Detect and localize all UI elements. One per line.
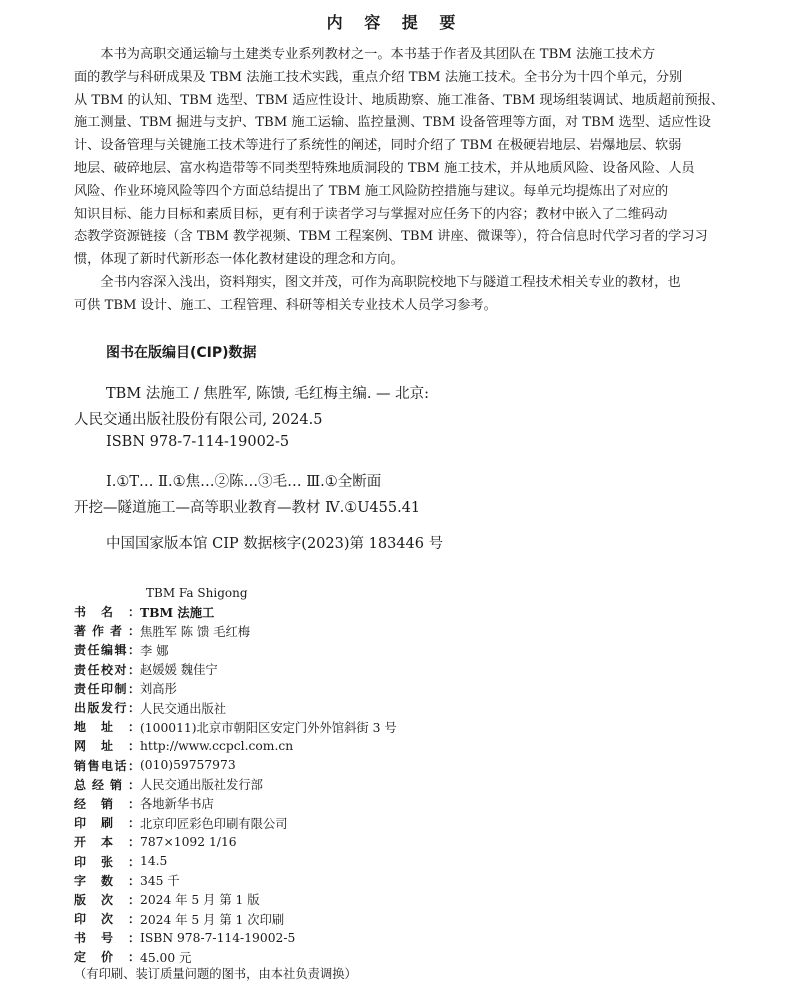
colophon-note: （有印刷、装订质量问题的图书，由本社负责调换） bbox=[74, 967, 357, 981]
colophon-row bbox=[74, 717, 714, 736]
colophon-value: 各地新华书店 bbox=[140, 797, 214, 812]
colophon-value: (100011)北京市朝阳区安定门外外馆斜街 3 号 bbox=[140, 720, 397, 735]
colophon-row bbox=[74, 794, 714, 813]
colophon-row bbox=[74, 871, 714, 890]
colophon-row bbox=[74, 602, 714, 621]
summary-line: 本书为高职交通运输与土建类专业系列教材之一。本书基于作者及其团队在 TBM 法施工技术方 bbox=[100, 47, 656, 62]
colophon-value: 787×1092 1/16 bbox=[140, 834, 237, 849]
colophon-value: 焦胜军 陈 馈 毛红梅 bbox=[140, 624, 251, 639]
colophon-row bbox=[74, 909, 714, 928]
colophon-row bbox=[74, 928, 714, 947]
pinyin-title: TBM Fa Shigong bbox=[146, 586, 248, 600]
colophon-label: 定 价 ： bbox=[74, 950, 140, 965]
cip-line-2: 人民交通出版社股份有限公司, 2024.5 bbox=[74, 412, 323, 428]
colophon-row bbox=[74, 621, 714, 640]
colophon-label: 书 名 ： bbox=[74, 605, 140, 620]
colophon-row bbox=[74, 890, 714, 909]
cip-line-3: ISBN 978-7-114-19002-5 bbox=[106, 434, 290, 450]
colophon-row bbox=[74, 813, 714, 832]
colophon-row bbox=[74, 736, 714, 755]
summary-paragraph-2 bbox=[74, 272, 714, 318]
colophon-value: 北京印匠彩色印刷有限公司 bbox=[140, 816, 288, 831]
summary-line: 风险、作业环境风险等四个方面总结提出了 TBM 施工风险防控措施与建议。每单元均提炼出了对应的 bbox=[74, 183, 669, 199]
colophon-label: 版 次 ： bbox=[74, 892, 140, 907]
summary-line: 知识目标、能力目标和素质目标，更有利于读者学习与掌握对应任务下的内容；教材中嵌入了二维码动 bbox=[74, 206, 668, 222]
colophon-value: 人民交通出版社 bbox=[140, 701, 227, 716]
cip-heading: 图书在版编目(CIP)数据 bbox=[106, 345, 257, 361]
colophon-value: ISBN 978-7-114-19002-5 bbox=[140, 930, 296, 945]
colophon-label: 字 数 ： bbox=[74, 873, 140, 888]
cip-line-4: Ⅰ.①T… Ⅱ.①焦…②陈…③毛… Ⅲ.①全断面 bbox=[106, 474, 382, 490]
summary-line: 计、设备管理与关键施工技术等进行了系统性的阐述，同时介绍了 TBM 在极硬岩地层、岩爆地层、软弱 bbox=[74, 138, 682, 154]
colophon-value: http://www.ccpcl.com.cn bbox=[140, 738, 294, 753]
colophon-value: 14.5 bbox=[140, 854, 168, 869]
summary-line: 从 TBM 的认知、TBM 选型、TBM 适应性设计、地质勘察、施工准备、TBM 现场组装调试、地质超前预报、 bbox=[74, 92, 725, 108]
colophon-value: 45.00 元 bbox=[140, 950, 192, 965]
colophon-label: 印 张 ： bbox=[74, 854, 140, 869]
cip-line-1: TBM 法施工 / 焦胜军, 陈馈, 毛红梅主编. — 北京: bbox=[106, 386, 430, 402]
colophon-value: TBM 法施工 bbox=[140, 604, 215, 620]
colophon-row bbox=[74, 679, 714, 698]
colophon-label: 著 作 者 ： bbox=[74, 624, 140, 639]
colophon-value: 赵媛媛 魏佳宁 bbox=[140, 663, 218, 678]
colophon-label: 印 次 ： bbox=[74, 912, 140, 927]
summary-line: 施工测量、TBM 掘进与支护、TBM 施工运输、监控量测、TBM 设备管理等方面，对 TBM 选型、适应性设 bbox=[74, 115, 711, 131]
summary-line: 全书内容深入浅出，资料翔实，图文并茂，可作为高职院校地下与隧道工程技术相关专业的教材，也 bbox=[100, 274, 681, 290]
colophon-row bbox=[74, 775, 714, 794]
cip-line-6: 中国国家版本馆 CIP 数据核字(2023)第 183446 号 bbox=[106, 536, 444, 552]
colophon-label: 责 任 校 对 ： bbox=[74, 662, 140, 677]
colophon-value: 刘高彤 bbox=[140, 682, 177, 697]
colophon-label: 出 版 发 行 ： bbox=[74, 701, 140, 716]
colophon-row bbox=[74, 640, 714, 659]
colophon-row bbox=[74, 660, 714, 679]
colophon-value: (010)59757973 bbox=[140, 758, 236, 773]
summary-line: 地层、破碎地层、富水构造带等不同类型特殊地质洞段的 TBM 施工技术，并从地质风险、设备风险、人员 bbox=[74, 160, 695, 176]
colophon-label: 总 经 销 ： bbox=[74, 777, 140, 792]
colophon-row bbox=[74, 756, 714, 775]
summary-paragraph-1 bbox=[74, 44, 725, 272]
colophon-value: 人民交通出版社发行部 bbox=[140, 778, 263, 793]
colophon-label: 地 址 ： bbox=[74, 720, 140, 735]
colophon-value: 2024 年 5 月 第 1 次印刷 bbox=[140, 912, 285, 927]
colophon-label: 网 址 ： bbox=[74, 739, 140, 754]
colophon-row bbox=[74, 832, 714, 851]
colophon-label: 销 售 电 话 ： bbox=[74, 758, 140, 773]
summary-line: 态教学资源链接（含 TBM 教学视频、TBM 工程案例、TBM 讲座、微课等），符合信息时代学习者的学习习 bbox=[74, 229, 708, 245]
colophon-label: 开 本 ： bbox=[74, 835, 140, 850]
summary-line: 惯，体现了新时代新形态一体化教材建设的理念和方向。 bbox=[74, 252, 404, 268]
summary-text bbox=[74, 44, 725, 318]
colophon-row bbox=[74, 698, 714, 717]
colophon-value: 李 娜 bbox=[140, 643, 169, 658]
colophon-label: 印 刷 ： bbox=[74, 816, 140, 831]
page-title: 内 容 提 要 bbox=[326, 13, 464, 32]
colophon-label: 经 销 ： bbox=[74, 796, 140, 811]
colophon-row bbox=[74, 851, 714, 870]
cip-line-5: 开挖—隧道施工—高等职业教育—教材 Ⅳ.①U455.41 bbox=[74, 500, 421, 516]
colophon-label: 责 任 编 辑 ： bbox=[74, 643, 140, 658]
colophon-label: 书 号 ： bbox=[74, 931, 140, 946]
summary-line: 面的教学与科研成果及 TBM 法施工技术实践，重点介绍 TBM 法施工技术。全书分为十四个单元，分别 bbox=[74, 69, 683, 85]
colophon-label: 责 任 印 制 ： bbox=[74, 681, 140, 696]
colophon-table bbox=[74, 602, 714, 967]
summary-line: 可供 TBM 设计、施工、工程管理、科研等相关专业技术人员学习参考。 bbox=[74, 297, 497, 313]
colophon-value: 345 千 bbox=[140, 874, 180, 889]
colophon-value: 2024 年 5 月 第 1 版 bbox=[140, 893, 260, 908]
